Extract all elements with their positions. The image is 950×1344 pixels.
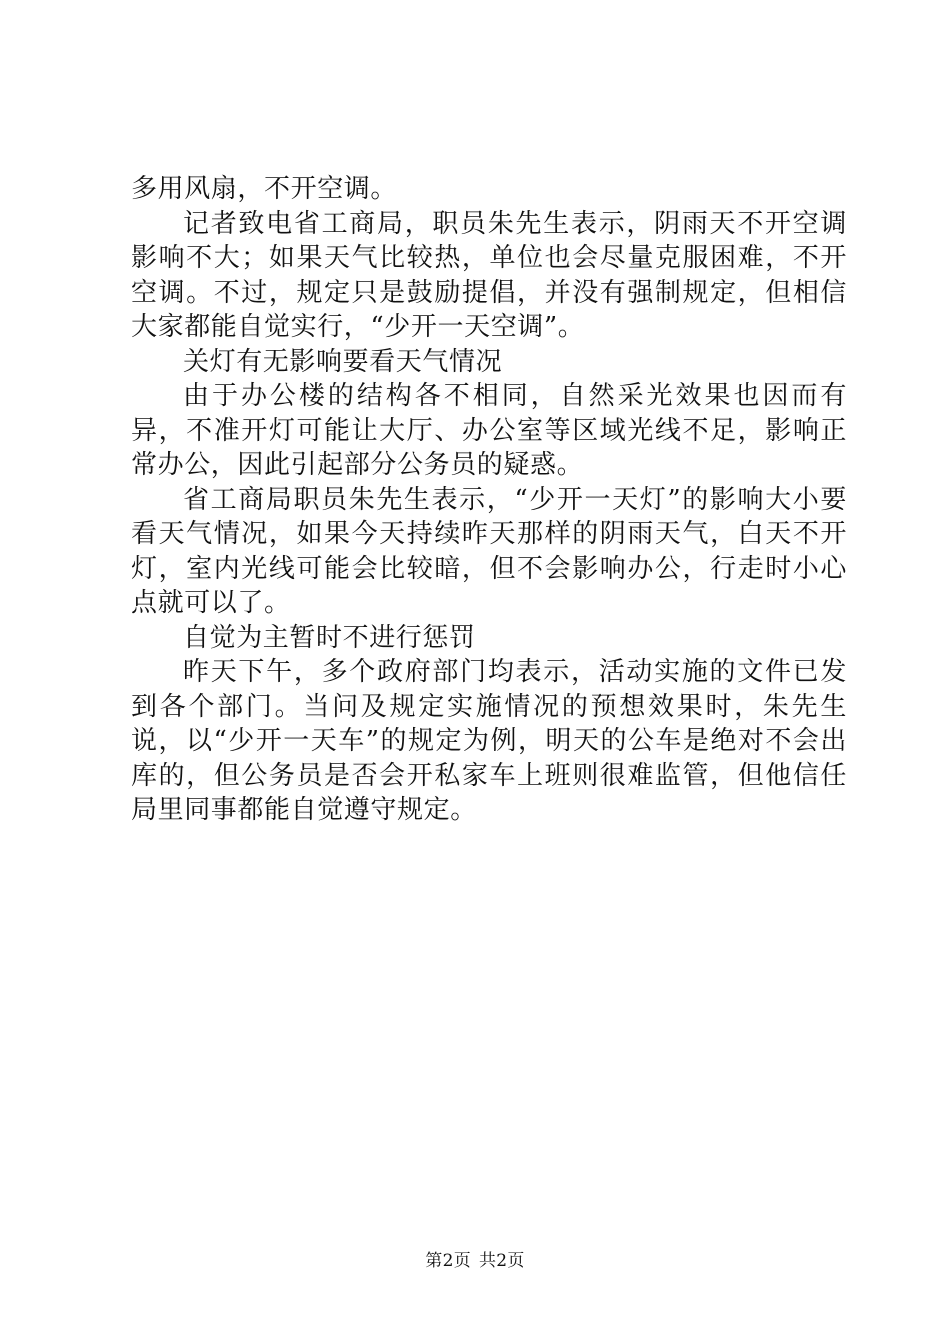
document-body	[131, 172, 847, 828]
page-total: 共2页	[479, 1251, 525, 1271]
paragraph: 由于办公楼的结构各不相同，自然采光效果也因而有异，不准开灯可能让大厅、办公室等区域光线不足，影响正常办公，因此引起部分公务员的疑惑。	[131, 381, 847, 480]
paragraph: 昨天下午，多个政府部门均表示，活动实施的文件已发到各个部门。当问及规定实施情况的预想效果时，朱先生说，以“少开一天车”的规定为例，明天的公车是绝对不会出库的，但公务员是否会开私家车上班则很难监管，但他信任局里同事都能自觉遵守规定。	[131, 657, 847, 825]
page-number: 第2页	[425, 1251, 471, 1271]
section-heading: 自觉为主暂时不进行惩罚	[183, 622, 476, 653]
page-footer	[0, 1246, 950, 1271]
section-heading: 关灯有无影响要看天气情况	[183, 346, 503, 377]
paragraph-continuation: 多用风扇，不开空调。	[131, 174, 398, 204]
paragraph: 省工商局职员朱先生表示，“少开一天灯”的影响大小要看天气情况，如果今天持续昨天那样的阴雨天气，白天不开灯，室内光线可能会比较暗，但不会影响办公，行走时小心点就可以了。	[131, 484, 847, 618]
paragraph: 记者致电省工商局，职员朱先生表示，阴雨天不开空调影响不大；如果天气比较热，单位也会尽量克服困难，不开空调。不过，规定只是鼓励提倡，并没有强制规定，但相信大家都能自觉实行，“少开一天空调”。	[131, 208, 847, 342]
